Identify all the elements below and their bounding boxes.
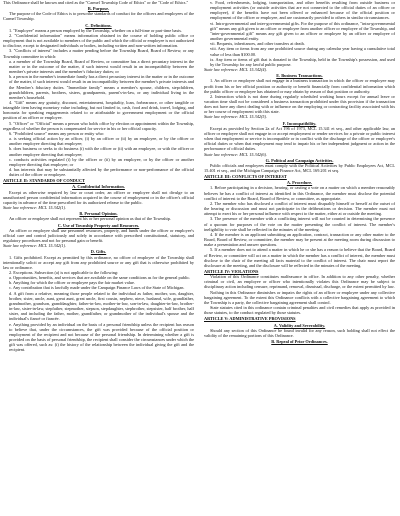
confidential-text: Except as otherwise required by law or court order, an officer or employee shall not divulge to an unauthorized person confidential information acquired in the course of employment or in the officer's official capacity in advance of the time prescribed for its authorized release to the public. (3, 189, 194, 205)
personal-opinion-text: An officer or employee shall not represent his or her personal opinion as that of the Township. (9, 216, 171, 222)
article-heading: ARTICLE IV: VIOLATIONS (204, 268, 259, 274)
exception-item: v. Food, refreshments, lodging, transportation, and other benefits resulting from outside business or employment activities (or outside activities that are not connected to the official duties of an officer or employee), if the benefits have not been offered or enhanced because of the official position or employment of the officer or employee, and are customarily provided to others in similar circumstances. (210, 0, 395, 21)
business-transactions-text: 2. Interaction which is not done during regularly scheduled working hours except for annual leave or vacation time shall not be considered a business transaction prohibited under this provision if the transaction does not have any direct dealing with or influence on the employing or contracting facility associated with his or her course of employment with this state. (204, 93, 395, 115)
severability-text: Should any section of this Ordinance be found invalid for any reason, such holding shall not effect the validity of the remaining portions of this Ordinance. (204, 327, 395, 338)
business-transactions-text: 1. An officer or employee shall not engage in a business transaction in which the officer or employee may profit from his or her official position or authority or benefit financially from confidential information which the public officer or employee has obtained or may obtain by reason of that position or authority. (204, 78, 395, 94)
section-heading-confidential: A. Confidential Information. (72, 184, 125, 190)
right-column (204, 0, 395, 516)
exception-item: d. A gift from a relative, meaning those people related to the individual as father, mother, son, daughter, brother, sister, uncle, aunt, great aunt, great uncle, first cousin, nephew, niece, husband, wife, grandfather, grandmother, grandson, granddaughter, father-in-law, mother-in-law, son-in-law, daughter-in-law, brother-in-law, sister-in-law, stepfather, stepmother, stepson, stepdaughter, stepbrother, stepsister, half brother, half sister, and including the father, mother, grandfather, or grandmother of the individual's spouse and the individual's fiancé or fiancée. (9, 290, 194, 322)
township-property-text: An officer or employee shall use personnel resources, property, and funds under the officer or employee's official care and control judiciously and solely in accordance with prescribed constitutional, statutory, and regulatory procedures and not for personal gain or benefit. (3, 227, 194, 244)
section-heading-incompatibility: F. Incompatibility. (282, 120, 317, 126)
violations-text: Violation of this Ordinance constitutes malfeasance in office. In addition to any other penalty, whether criminal or civil, an employee or officer who intentionally violates this Ordinance may be subject to disciplinary action including censure, reprimand, removal, dismissal, discharge, or the extent permitted by law. (204, 274, 395, 290)
section-heading-purpose: B. Purpose. (87, 6, 110, 12)
state-law-reference: State law reference: MCL 15.342(6). (204, 151, 268, 157)
exception-item: vi. Intra-governmental and inter-governmental gifts. For the purpose of this ordinance, "intra-governmental gift" means any gift given to an officer or employee from another officer or employee of the Township, and "inter-governmental gift" means any gift given to an officer or employee by an officer or employee of another governmental entity. (210, 20, 395, 42)
exception-item: a. Opportunities, benefits, and services that are available on the same conditions as for the general public. (9, 275, 191, 281)
exception-item: e. Anything provided by an individual on the basis of a personal friendship unless the recipient has reason to believe that, under the circumstances, the gift was provided because of the official position or employment of the recipient and not because of the personal friendship. In determining whether a gift is provided on the basis of personal friendship, the recipient shall consider the circumstances under which the gift was offered, such as: (i) the history of the relationship between the individual giving the gift and the recipient. (9, 321, 194, 353)
procedure-item: 2. The member who has disclosed a conflict of interest must disqualify himself or herself at the outset of the hearing or discussion and must not participate in the deliberations or decision. The member must not attempt to exert his or her personal influence with respect to the matter, either at or outside the meeting. (204, 200, 395, 217)
state-law-reference: State law reference: MCL 15.342(1). (3, 205, 67, 211)
procedure-item: 4. If the member is an applicant submitting an application, contract, transaction or any other matter to the Board, Board of Review, or committee, the member may be present at the meeting room during discussion to make a presentation and answer questions. (204, 231, 395, 248)
exception-item: viii. Any item or items from any one prohibited source during any calendar year having a cumulative total value of less than $100.00. (210, 46, 395, 57)
exception-item: c. Any contribution that is lawfully made under the Campaign Finance Laws of the State of Michigan. (9, 285, 185, 291)
section-heading-procedure: A. Procedure. (286, 180, 313, 186)
violations-text: State statutes cited in this ordinance contain criminal penalties and civil remedies that apply as provided in those statutes, to the conduct regulated by those statutes. (204, 305, 395, 316)
purpose-text: The purpose of the Code of Ethics is to prescribe standards of conduct for the officers and employees of the Carmel Township. (3, 11, 194, 22)
document-page (3, 0, 397, 516)
section-heading-township-property: C. Use of Township Property and Resources. (57, 222, 140, 228)
exception-item: vii. Bequests, inheritances, and other transfers at death. (210, 41, 305, 47)
section-heading-repeal: B. Repeal of Prior Ordinances. (271, 339, 328, 344)
section-heading-business-transactions: E. Business Transactions. (276, 73, 323, 79)
definition-officer: 5. "Officer" or "Official" means a person who holds office by election or appointment within the Township, regardless of whether the person is compensated for service in his or her official capacity. (3, 120, 194, 131)
left-column (3, 0, 194, 516)
state-law-reference: State law reference: MCL 15.342(4). (204, 67, 268, 73)
section-heading-gifts: D. Gifts. (90, 249, 107, 255)
procedure-item: 3. The presence of the member with a conflicting interest will not be counted in determining the presence of a quorum for purposes of the vote on the matter presenting the conflict of interest. The member's ineligibility to vote shall be reflected in the minutes of the meeting. (204, 216, 395, 232)
definition-employee: 1. "Employee" means a person employed by the Township, whether on a full-time or part-time basis. (9, 27, 183, 33)
exception-item: ix. Any item or items of gift that is donated to the Township, held in the Township's possession, and used by the Township for any lawful public purpose. (210, 56, 395, 67)
definition-item: b. does business or seeks to do business (i) with the officer or (ii) with an employee, or with the officer or another employee directing that employee; (9, 146, 194, 157)
gifts-prohibited-text: 1. Gifts prohibited. Except as permitted by this ordinance, no officer of employee of the Township shall intentionally solicit or accept any gift from any prohibited source or any gift that is otherwise prohibited by law or ordinance. (3, 254, 194, 270)
political-activities-text: Public officials and employees must comply with the Political Activities by Public Employees Act, MCL 15.401 et seq., and the Michigan Campaign Finance Act, MCL 169.201 et seq. (204, 162, 395, 173)
procedure-item: 1. Before participating in a decision, hearing, or casting a vote on a matter on which a member reasonably believes he has a conflict of interest as identified in this Ordinance, the member must disclose the potential conflict of interest to the Board, Board of Review, or committee, as appropriate. (204, 185, 395, 201)
incompatibility-text: Except as provided by Section 2a of Act 196 of 1973, MCL 15.341 et seq., and other applicable law, an officer or employee shall not engage in or accept employment or render services for a private or public interest when that employment or service is incompatible or in conflict with the discharge of the officer or employee's official duties or when that employment may tend to impair his or her independent judgment or action in the performance of official duties. (204, 125, 395, 152)
state-law-reference: State law reference: MCL 15.342(5). (204, 114, 268, 120)
definition-item: a. is seeking official action by an officer, (i) by an officer or (ii) by an employee, or by the officer or another employee directing that employee; (9, 136, 194, 147)
definition-item: b. a person in the member's immediate family has a direct pecuniary interest in the matter or in the outcome of the matter, if such interest would result in an incompatibility between the member's private interests and the Member's fiduciary duties. "Immediate family" means a member's spouse, children, stepchildren, grandchildren, parents, brothers, sisters, grandparents, parent's-in-law, or any individual living in the member's household. (9, 74, 194, 100)
article-heading: ARTICLE V: ADMINISTRATIVE PROVISIONS (204, 316, 296, 322)
definition-item: d. has interests that may be substantially affected by the performance or non-performance of the official duties of the officer or employee. (9, 167, 194, 178)
definition-item: c. conducts activities regulated (i) by the officer or (ii) by an employee, or by the officer or another employee directing that employee; or (9, 156, 194, 167)
exception-item: b. Anything for which the officer or employee pays the fair market value. (9, 280, 135, 286)
definition-item: a. a member of the Township Board, Board of Review, or committee has a direct pecuniary interest in the matter or in the outcome of the matter, if such interest would result in an incompatibility between the member's private interests and the member's fiduciary duties; or (9, 58, 194, 75)
definition-confidential-information: 2. "Confidential information" means information obtained in the course of holding public office or employment that is not available to members of the public and which the official or employee is not authorized to disclose, except to designated individuals or bodies, including written and non-written information. (3, 32, 194, 49)
article-heading: ARTICLE III: CONFLICTS OF INTEREST (204, 174, 287, 180)
section-heading-political-activities: G. Political and Campaign Activities. (265, 157, 334, 163)
definition-conflicts-of-interest: 3. "Conflicts of interest" includes a matter pending before the Township Board, Board of Review, or any Township committee in which: (3, 48, 194, 59)
section-heading-severability: A. Validity and Severability. (273, 322, 326, 328)
definition-prohibited-source: 6. "Prohibited source" means any person or entity who: (9, 130, 105, 136)
definition-gift: 4. "Gift" means any gratuity, discount, entertainment, hospitality, loan, forbearance, or other tangible or intangible item having monetary value including, but not limited to, cash, food and drink, travel, lodging, and honoraria for speaking engagements related to or attributable to government employment or the official position of an officer or employee. (3, 99, 194, 121)
section-heading-definitions: C. Definitions. (85, 22, 112, 28)
procedure-item: 5. If a member does not to attend a matter in which he or she has a reason to believe that the Board, Board of Review, or committee will act on a matter in which the member has a conflict of interest, the member must disclose to the chair of the meeting all facts material to the conflict of interest. The chair must report the disclosure at the meeting, and the disclosure will be reflected in the minutes of the meeting. (204, 247, 395, 268)
article-heading: ARTICLE II: STANDARDS OF CONDUCT (3, 178, 85, 184)
state-law-reference: State law reference: MCL 15.342(1). (3, 243, 67, 249)
ordinance-title-citation: This Ordinance shall be known and cited as the "Carmel Township Code of Ethics" or the "Code of Ethics." (3, 0, 189, 5)
section-heading-personal-opinion: B. Personal Opinion. (79, 211, 118, 217)
violations-text: Nothing in this Ordinance diminishes or impairs the rights of an officer or employee under any collective bargaining agreement. To the extent this Ordinance conflicts with a collective bargaining agreement to which the Township is a party, the collective bargaining agreement shall control. (204, 289, 395, 305)
gifts-exceptions-text: 2. Exceptions. Subsection (a) is not applicable to the following: (9, 269, 119, 275)
